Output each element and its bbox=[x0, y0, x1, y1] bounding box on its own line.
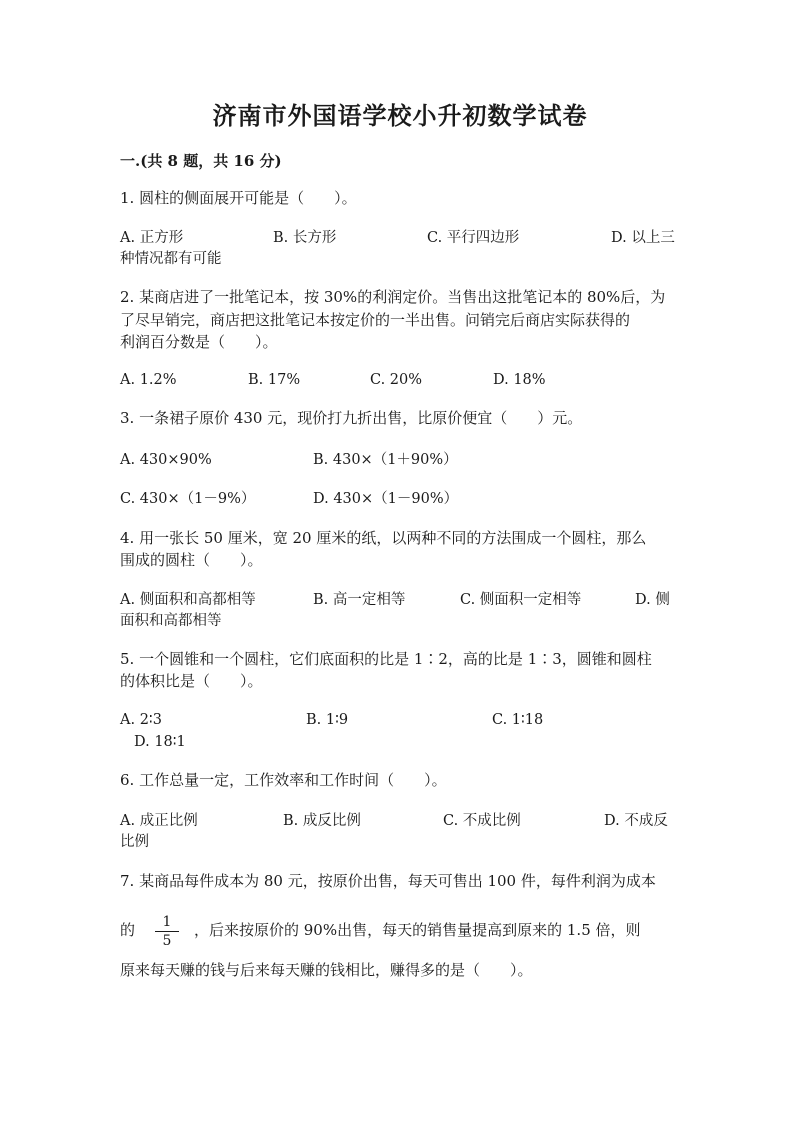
section-heading: 一.(共 8 题，共 16 分) bbox=[120, 152, 282, 170]
question-6-option-c: C. 不成比例 bbox=[443, 813, 521, 829]
question-6-option-d: D. 不成反 bbox=[604, 813, 668, 829]
question-3-stem: 3. 一条裙子原价 430 元，现价打九折出售，比原价便宜（ ）元。 bbox=[120, 409, 583, 427]
question-1-stem: 1. 圆柱的侧面展开可能是（ ）。 bbox=[120, 189, 357, 207]
question-1-option-c: C. 平行四边形 bbox=[427, 230, 520, 246]
question-2-stem-line2: 了尽早销完，商店把这批笔记本按定价的一半出售。问销完后商店实际获得的 bbox=[120, 311, 631, 329]
question-7-stem-line3: 原来每天赚的钱与后来每天赚的钱相比，赚得多的是（ ）。 bbox=[120, 961, 533, 979]
question-2-option-b: B. 17% bbox=[248, 372, 301, 388]
question-1-option-d: D. 以上三 bbox=[611, 230, 675, 246]
question-6-option-d-cont: 比例 bbox=[120, 834, 149, 850]
question-6-option-a: A. 成正比例 bbox=[120, 813, 198, 829]
question-2-option-a: A. 1.2% bbox=[120, 372, 177, 388]
question-4-option-a: A. 侧面积和高都相等 bbox=[120, 592, 256, 608]
question-7-stem-line2-end: ，后来按原价的 90%出售，每天的销售量提高到原来的 1.5 倍，则 bbox=[194, 921, 641, 939]
question-5-option-d: D. 18∶1 bbox=[134, 734, 186, 750]
fraction-numerator: 1 bbox=[162, 914, 172, 930]
fraction-bar bbox=[155, 931, 179, 932]
question-2-stem-line3: 利润百分数是（ ）。 bbox=[120, 333, 278, 351]
question-5-option-a: A. 2∶3 bbox=[120, 712, 162, 728]
page-title: 济南市外国语学校小升初数学试卷 bbox=[212, 101, 588, 130]
question-4-option-b: B. 高一定相等 bbox=[313, 592, 406, 608]
question-4-option-d: D. 侧 bbox=[635, 592, 670, 608]
question-6-option-b: B. 成反比例 bbox=[283, 813, 361, 829]
question-2-option-c: C. 20% bbox=[370, 372, 423, 388]
question-7-stem-line1: 7. 某商品每件成本为 80 元，按原价出售，每天可售出 100 件，每件利润为成本 bbox=[120, 872, 656, 890]
question-6-stem: 6. 工作总量一定，工作效率和工作时间（ ）。 bbox=[120, 771, 447, 789]
question-5-stem-line1: 5. 一个圆锥和一个圆柱，它们底面积的比是 1∶2，高的比是 1∶3，圆锥和圆柱 bbox=[120, 650, 652, 668]
question-5-stem-line2: 的体积比是（ ）。 bbox=[120, 672, 263, 690]
question-4-option-d-cont: 面积和高都相等 bbox=[120, 613, 222, 629]
question-7-stem-line2-start: 的 bbox=[120, 921, 136, 939]
question-3-option-d: D. 430×（1－90%） bbox=[313, 491, 459, 507]
question-1-option-a: A. 正方形 bbox=[120, 230, 184, 246]
question-1-option-d-cont: 种情况都有可能 bbox=[120, 251, 222, 267]
question-5-option-c: C. 1∶18 bbox=[492, 712, 544, 728]
question-4-option-c: C. 侧面积一定相等 bbox=[460, 592, 582, 608]
question-3-option-c: C. 430×（1－9%） bbox=[120, 491, 256, 507]
question-5-option-b: B. 1∶9 bbox=[306, 712, 349, 728]
question-3-option-b: B. 430×（1＋90%） bbox=[313, 452, 458, 468]
question-2-option-d: D. 18% bbox=[493, 372, 546, 388]
fraction-one-fifth bbox=[155, 914, 179, 949]
fraction-denominator: 5 bbox=[162, 933, 172, 949]
question-4-stem-line2: 围成的圆柱（ ）。 bbox=[120, 551, 263, 569]
question-3-option-a: A. 430×90% bbox=[120, 452, 212, 468]
question-4-stem-line1: 4. 用一张长 50 厘米，宽 20 厘米的纸，以两种不同的方法围成一个圆柱，那么 bbox=[120, 529, 647, 547]
question-2-stem-line1: 2. 某商店进了一批笔记本，按 30%的利润定价。当售出这批笔记本的 80%后，为 bbox=[120, 288, 666, 306]
question-1-option-b: B. 长方形 bbox=[273, 230, 337, 246]
